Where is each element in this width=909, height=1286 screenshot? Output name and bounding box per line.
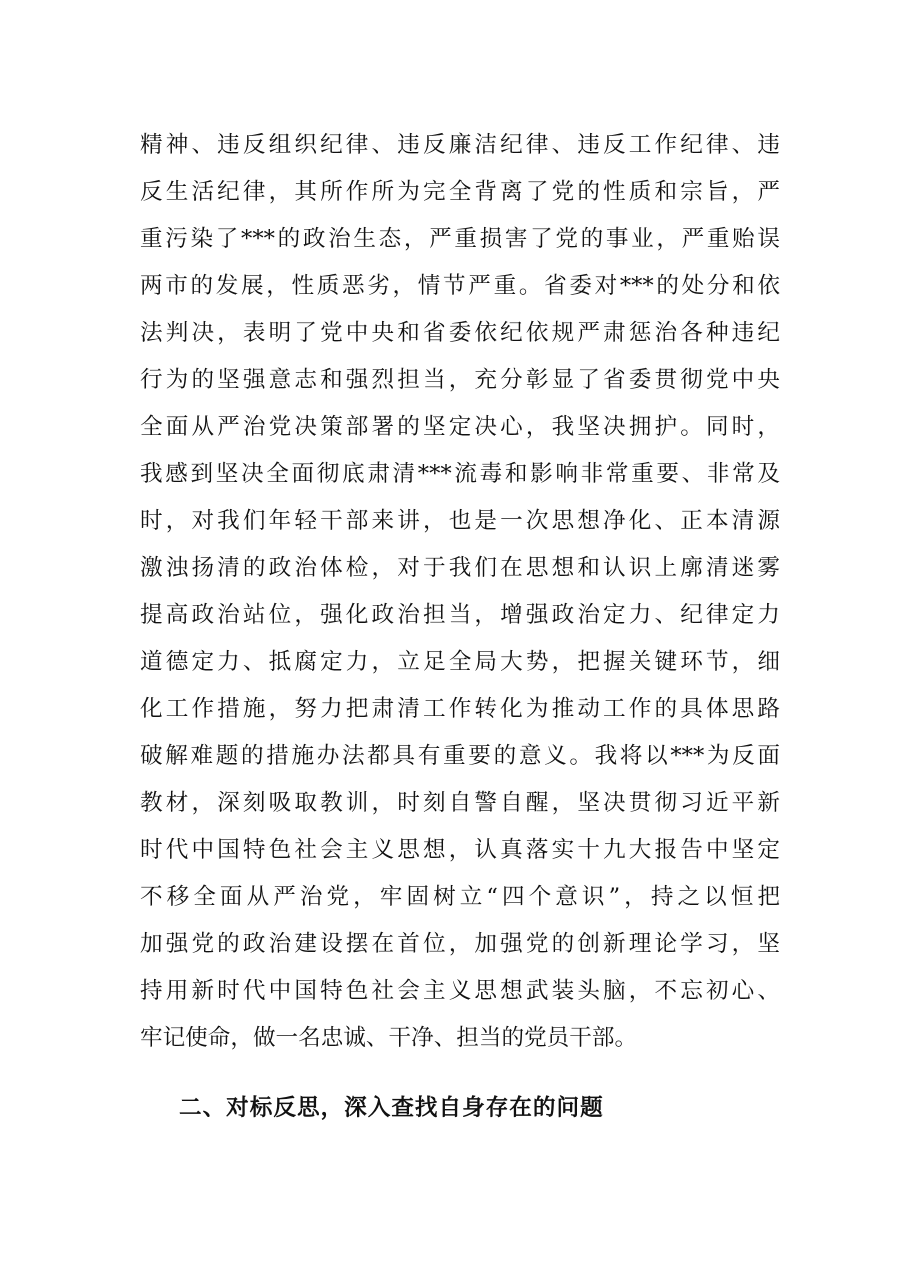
paragraph-line: 我感到坚决全面彻底肃清***流毒和影响非常重要、非常及 <box>140 461 780 487</box>
paragraph-line: 时代中国特色社会主义思想，认真落实十九大报告中坚定 <box>140 837 780 863</box>
section-heading: 二、对标反思，深入查找自身存在的问题 <box>179 1095 604 1121</box>
paragraph-line: 化工作措施，努力把肃清工作转化为推动工作的具体思路 <box>140 696 780 722</box>
paragraph-line: 重污染了***的政治生态，严重损害了党的事业，严重贻误 <box>140 226 780 252</box>
paragraph-line: 不移全面从严治党，牢固树立“四个意识”，持之以恒把 <box>140 884 780 910</box>
paragraph-line: 牢记使命，做一名忠诚、干净、担当的党员干部。 <box>140 1025 638 1051</box>
paragraph-line: 两市的发展，性质恶劣，情节严重。省委对***的处分和依 <box>140 273 780 299</box>
paragraph-line: 行为的坚强意志和强烈担当，充分彰显了省委贯彻党中央 <box>140 367 780 393</box>
body-paragraph <box>140 122 780 1062</box>
paragraph-line: 提高政治站位，强化政治担当，增强政治定力、纪律定力 <box>140 602 780 628</box>
paragraph-line: 教材，深刻吸取教训，时刻自警自醒，坚决贯彻习近平新 <box>140 790 780 816</box>
paragraph-line: 反生活纪律，其所作所为完全背离了党的性质和宗旨，严 <box>140 179 780 205</box>
paragraph-line: 时，对我们年轻干部来讲，也是一次思想净化、正本清源 <box>140 508 780 534</box>
paragraph-line: 道德定力、抵腐定力，立足全局大势，把握关键环节，细 <box>140 649 780 675</box>
paragraph-line: 精神、违反组织纪律、违反廉洁纪律、违反工作纪律、违 <box>140 132 780 158</box>
paragraph-line: 全面从严治党决策部署的坚定决心，我坚决拥护。同时， <box>140 414 780 440</box>
paragraph-line: 加强党的政治建设摆在首位，加强党的创新理论学习，坚 <box>140 931 780 957</box>
paragraph-line: 持用新时代中国特色社会主义思想武装头脑，不忘初心、 <box>140 978 780 1004</box>
paragraph-line: 激浊扬清的政治体检，对于我们在思想和认识上廓清迷雾 <box>140 555 780 581</box>
paragraph-line: 法判决，表明了党中央和省委依纪依规严肃惩治各种违纪 <box>140 320 780 346</box>
paragraph-line: 破解难题的措施办法都具有重要的意义。我将以***为反面 <box>140 743 780 769</box>
